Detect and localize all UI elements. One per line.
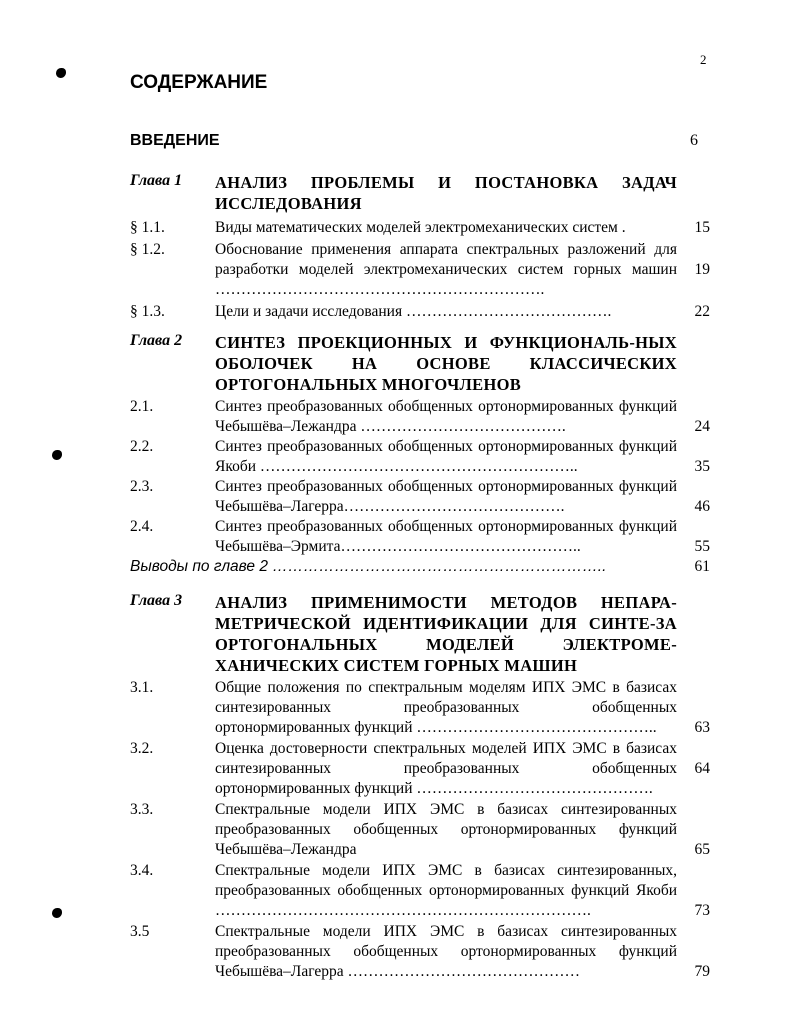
toc-entry <box>130 800 710 860</box>
section-page: 55 <box>694 538 710 555</box>
summary-title: Выводы по главе 2 ……………………………………………………….. <box>130 558 607 575</box>
toc-entry <box>130 678 710 738</box>
scan-blot <box>52 908 62 918</box>
toc-intro-label: ВВЕДЕНИЕ <box>130 132 220 149</box>
chapter-heading <box>130 172 710 214</box>
section-number: § 1.3. <box>130 303 165 320</box>
toc-intro-entry <box>130 132 710 150</box>
page-number: 2 <box>700 52 707 67</box>
section-number: 2.2. <box>130 438 154 455</box>
section-title: Синтез преобразованных обобщенных ортонормированных функций Чебышёва–Лагерра……………………………………. <box>215 478 677 515</box>
section-number: 3.2. <box>130 740 154 757</box>
section-title: Спектральные модели ИПХ ЭМС в базисах синтезированных преобразованных обобщенных ортонормированных функций Чебышёва–Лагерра ……………………………………… <box>215 923 677 980</box>
summary-page: 61 <box>694 558 710 575</box>
toc-summary-entry <box>130 557 710 577</box>
section-number: § 1.2. <box>130 241 165 258</box>
section-title: Оценка достоверности спектральных моделей ИПХ ЭМС в базисах синтезированных преобразованных обобщенных ортонормированных функций ………………………………………. <box>215 740 677 797</box>
section-page: 79 <box>694 963 710 980</box>
toc-entry <box>130 218 710 238</box>
section-page: 15 <box>694 219 710 236</box>
section-page: 63 <box>694 719 710 736</box>
section-title: Синтез преобразованных обобщенных ортонормированных функций Якоби …………………………………………………….. <box>215 438 677 475</box>
section-number: 2.3. <box>130 478 154 495</box>
chapter-title: СИНТЕЗ ПРОЕКЦИОННЫХ И ФУНКЦИОНАЛЬ-НЫХ ОБОЛОЧЕК НА ОСНОВЕ КЛАССИЧЕСКИХ ОРТОГОНАЛЬНЫХ МНОГОЧЛЕНОВ <box>215 333 677 394</box>
section-title: Синтез преобразованных обобщенных ортонормированных функций Чебышёва–Лежандра …………………………………. <box>215 398 677 435</box>
toc-chapter-1 <box>130 172 710 322</box>
scan-blot <box>52 450 62 460</box>
chapter-heading <box>130 592 710 676</box>
section-number: 3.4. <box>130 862 154 879</box>
section-number: 2.1. <box>130 398 154 415</box>
section-number: 2.4. <box>130 518 154 535</box>
toc-entry <box>130 240 710 300</box>
chapter-label: Глава 3 <box>130 592 183 609</box>
section-title: Синтез преобразованных обобщенных ортонормированных функций Чебышёва–Эрмита……………………………………….. <box>215 518 677 555</box>
toc-entry <box>130 739 710 799</box>
section-page: 24 <box>694 418 710 435</box>
section-page: 73 <box>694 902 710 919</box>
section-page: 35 <box>694 458 710 475</box>
section-number: 3.1. <box>130 679 154 696</box>
toc-entry <box>130 302 710 322</box>
section-page: 22 <box>694 303 710 320</box>
section-title: Общие положения по спектральным моделям ИПХ ЭМС в базисах синтезированных преобразованных обобщенных ортонормированных функций ……………………………………….. <box>215 679 677 736</box>
chapter-heading <box>130 332 710 395</box>
toc-entry <box>130 922 710 982</box>
section-title: Виды математических моделей электромеханических систем . <box>215 219 626 236</box>
toc-entry <box>130 517 710 557</box>
section-number: § 1.1. <box>130 219 165 236</box>
chapter-title: АНАЛИЗ ПРИМЕНИМОСТИ МЕТОДОВ НЕПАРА-МЕТРИЧЕСКОЙ ИДЕНТИФИКАЦИИ ДЛЯ СИНТЕ-ЗА ОРТОГОНАЛЬНЫХ МОДЕЛЕЙ ЭЛЕКТРОМЕ-ХАНИЧЕСКИХ СИСТЕМ ГОРНЫХ МАШИН <box>215 593 677 675</box>
section-title: Цели и задачи исследования …………………………………. <box>215 303 612 320</box>
section-page: 64 <box>694 760 710 777</box>
toc-chapter-2 <box>130 332 710 577</box>
section-title: Спектральные модели ИПХ ЭМС в базисах синтезированных, преобразованных обобщенных ортонормированных функций Якоби ………………………………………………………………. <box>215 862 677 919</box>
section-page: 19 <box>694 261 710 278</box>
toc-chapter-3 <box>130 592 710 982</box>
section-title: Обоснование применения аппарата спектральных разложений для разработки моделей электромеханических систем горных машин ………………………………………………………. <box>215 241 677 298</box>
section-number: 3.3. <box>130 801 154 818</box>
scan-blot <box>56 68 66 78</box>
section-number: 3.5 <box>130 923 150 940</box>
section-title: Спектральные модели ИПХ ЭМС в базисах синтезированных преобразованных обобщенных ортонормированных функций Чебышёва–Лежандра <box>215 801 677 858</box>
chapter-title: АНАЛИЗ ПРОБЛЕМЫ И ПОСТАНОВКА ЗАДАЧ ИССЛЕДОВАНИЯ <box>215 173 677 213</box>
chapter-label: Глава 2 <box>130 332 183 349</box>
toc-entry <box>130 437 710 477</box>
toc-intro-page: 6 <box>690 132 698 149</box>
chapter-label: Глава 1 <box>130 172 183 189</box>
section-page: 65 <box>694 841 710 858</box>
toc-entry <box>130 477 710 517</box>
toc-entry <box>130 397 710 437</box>
page-title: СОДЕРЖАНИЕ <box>130 72 268 93</box>
section-page: 46 <box>694 498 710 515</box>
toc-entry <box>130 861 710 921</box>
